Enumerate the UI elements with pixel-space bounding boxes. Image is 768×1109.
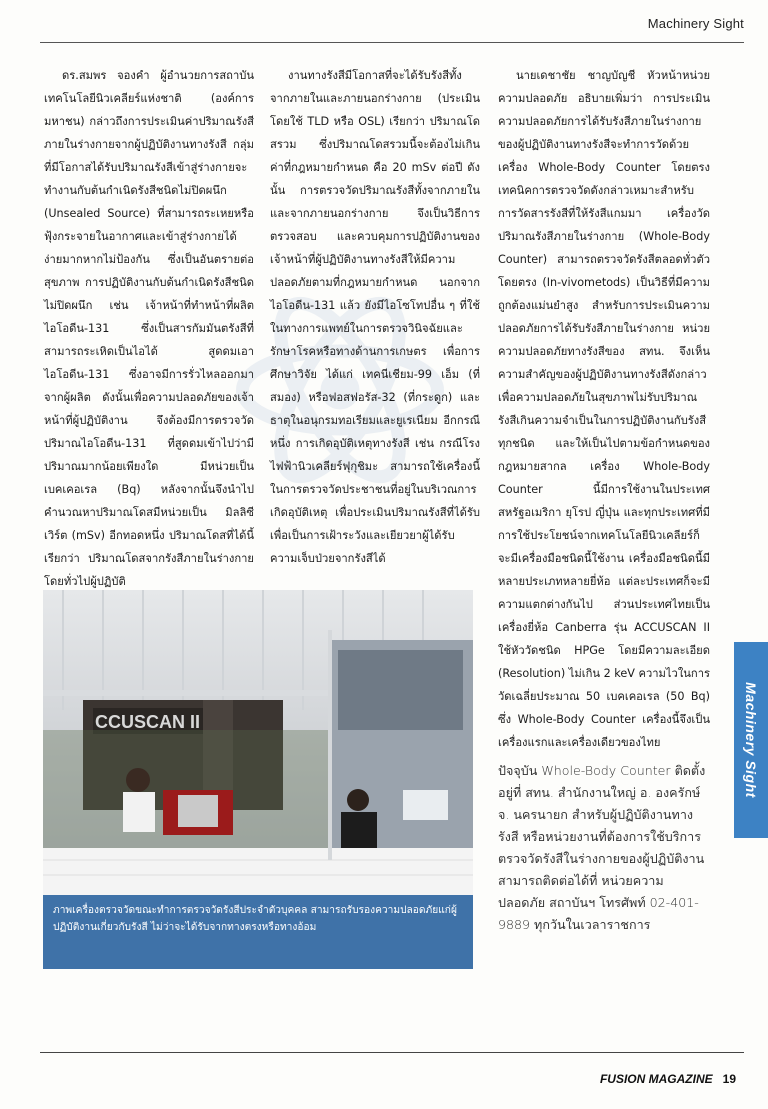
side-tab-label: Machinery Sight — [743, 682, 759, 798]
contact-paragraph: ปัจจุบัน Whole-Body Counter ติดตั้งอยู่ที่ สทน. สำนักงานใหญ่ อ. องครักษ์ จ. นครนายก สำหรับผู้ปฏิบัติงานทางรังสี หรือหน่วยงานที่ต้องการใช้บริการตรวจวัดรังสีในร่างกายของผู้ปฏิบัติงาน สามารถติดต่อได้ที่ หน่วยความปลอดภัย สถาบันฯ โทรศัพท์ 02-401-9889 ทุกวันในเวลาราชการ — [498, 763, 706, 932]
article-column-2 — [270, 64, 480, 570]
caption-text: ภาพเครื่องตรวจวัดขณะทำการตรวจวัดรังสีประจำตัวบุคคล สามารถรับรองความปลอดภัยแก่ผู้ปฏิบัติงานเกี่ยวกับรังสี ไม่ว่าจะได้รับจากทางตรงหรือทางอ้อม — [53, 905, 457, 933]
page-number: 19 — [722, 1072, 736, 1086]
running-header: Machinery Sight — [647, 16, 744, 31]
photo-caption — [43, 895, 473, 969]
magazine-name: FUSION MAGAZINE — [599, 1072, 713, 1086]
photo-illustration — [43, 590, 473, 895]
article-column-1 — [44, 64, 254, 593]
section-side-tab — [734, 642, 768, 838]
footer-divider — [40, 1052, 744, 1053]
whole-body-counter-photo — [43, 590, 473, 895]
column-1-text: ดร.สมพร จองคำ ผู้อำนวยการสถาบันเทคโนโลยีนิวเคลียร์แห่งชาติ (องค์การมหาชน) กล่าวถึงการประเมินค่าปริมาณรังสีภายในร่างกายจากผู้ปฏิบัติงานทางรังสี กลุ่มที่มีโอกาสได้รับปริมาณรังสีเข้าสู่ร่างกายจะทำงานกับต้นกำเนิดรังสีชนิดไม่ปิดผนึก (Unsealed Source) ที่สามารถระเหยหรือฟุ้งกระจายในอากาศและเข้าสู่ร่างกายได้ง่ายมากหากไม่ป้องกัน ซึ่งเป็นอันตรายต่อสุขภาพ การปฏิบัติงานกับต้นกำเนิดรังสีชนิดไม่ปิดผนึก เช่น เจ้าหน้าที่ทำหน้าที่ผลิตไอโอดีน-131 ซึ่งเป็นสารกัมมันตรังสีที่สามารถระเหิดเป็นไอได้ สูดดมเอา ไอโอดีน-131 ซึ่งอาจมีการรั่วไหลออกมาจากผู้ผลิต ดังนั้นเพื่อความปลอดภัยของเจ้าหน้าที่ผู้ปฏิบัติงาน จึงต้องมีการตรวจวัดปริมาณไอโอดีน-131 ที่สูดดมเข้าไปว่ามีปริมาณมากน้อยเพียงใด มีหน่วยเป็น เบคเคอเรล (Bq) หลังจากนั้นจึงนำไปคำนวณหาปริมาณโดสมีหน่วยเป็น มิลลิซีเวิร์ต (mSv) อีกทอดหนึ่ง ปริมาณโดสที่ได้นี้ เรียกว่า ปริมาณโดสจากรังสีภายในร่างกาย โดยทั่วไปผู้ปฏิบัติ — [44, 69, 254, 588]
page-footer — [600, 1072, 736, 1086]
column-3-text: นายเดชาชัย ชาญบัญชี หัวหน้าหน่วยความปลอดภัย อธิบายเพิ่มว่า การประเมินความปลอดภัยการได้รับรังสีภายในร่างกายของผู้ปฏิบัติงานทางรังสีจะทำการวัดด้วยเครื่อง Whole-Body Counter โดยตรง เทคนิคการตรวจวัดดังกล่าวเหมาะสำหรับการวัดสารรังสีที่ให้รังสีแกมมา เครื่องวัดปริมาณรังสีภายในร่างกาย (Whole-Body Counter) สามารถตรวจวัดรังสีตลอดทั่วตัวโดยตรง (In-vivometods) เป็นวิธีที่มีความถูกต้องแม่นยำสูง สำหรับการประเมินความปลอดภัยการได้รับรังสีภายในร่างกาย หน่วยความปลอดภัยทางรังสีของ สทน. จึงเห็นความสำคัญของผู้ปฏิบัติงานทางรังสีดังกล่าว เพื่อความปลอดภัยในสุขภาพไม่รับปริมาณรังสีเกินความจำเป็นในการปฏิบัติงานกับรังสีทุกชนิด และให้เป็นไปตามข้อกำหนดของกฎหมายสากล เครื่อง Whole-Body Counter นี้มีการใช้งานในประเทศสหรัฐอเมริกา ยุโรป ญี่ปุ่น และทุกประเทศที่มีการใช้ประโยชน์จากเทคโนโลยีนิวเคลียร์ก็จะมีเครื่องมือชนิดนี้ใช้งาน เครื่องมือชนิดนี้มีหลายประเภทหลายยี่ห้อ แต่ละประเทศก็จะมีความแตกต่างกันไป ส่วนประเทศไทยเป็นเครื่องยี่ห้อ Canberra รุ่น ACCUSCAN II ใช้หัววัดชนิด HPGe โดยมีความละเอียด (Resolution) ไม่เกิน 2 keV ความไวในการวัดเฉลี่ยประมาณ 50 เบคเคอเรล (50 Bq) ซึ่ง Whole-Body Counter เครื่องนี้จึงเป็นเครื่องแรกและเครื่องเดียวของไทย — [498, 69, 710, 749]
article-column-3 — [498, 64, 710, 936]
header-divider — [40, 42, 744, 43]
column-2-text: งานทางรังสีมีโอกาสที่จะได้รับรังสีทั้งจากภายในและภายนอกร่างกาย (ประเมินโดยใช้ TLD หรือ OSL) เรียกว่า ปริมาณโดสรวม ซึ่งปริมาณโดสรวมนี้จะต้องไม่เกินค่าที่กฎหมายกำหนด คือ 20 mSv ต่อปี ดังนั้น การตรวจวัดปริมาณรังสีทั้งจากภายในและจากภายนอกร่างกาย จึงเป็นวิธีการตรวจสอบ และควบคุมการปฏิบัติงานของเจ้าหน้าที่ผู้ปฏิบัติงานทางรังสีให้มีความปลอดภัยตามที่กฎหมายกำหนด นอกจากไอโอดีน-131 แล้ว ยังมีไอโซโทปอื่น ๆ ที่ใช้ในทางการแพทย์ในการตรวจวินิจฉัยและรักษาโรคหรือทางด้านการเกษตร เพื่อการศึกษาวิจัย ได้แก่ เทคนีเชียม-99 เอ็ม (ที่สมอง) หรือฟอสฟอรัส-32 (ที่กระดูก) และธาตุในอนุกรมทอเรียมและยูเรเนียม อีกกรณีหนึ่ง การเกิดอุบัติเหตุทางรังสี เช่น กรณีโรงไฟฟ้านิวเคลียร์ฟุกุชิมะ สามารถใช้เครื่องนี้ในการตรวจวัดประชาชนที่อยู่ในบริเวณการเกิดอุบัติเหตุ เพื่อประเมินปริมาณรังสีที่ได้รับ เพื่อเป็นการเฝ้าระวังและเยียวยาผู้ได้รับความเจ็บป่วยจากรังสีได้ — [270, 69, 480, 565]
machine-label: CCUSCAN II — [95, 712, 201, 732]
